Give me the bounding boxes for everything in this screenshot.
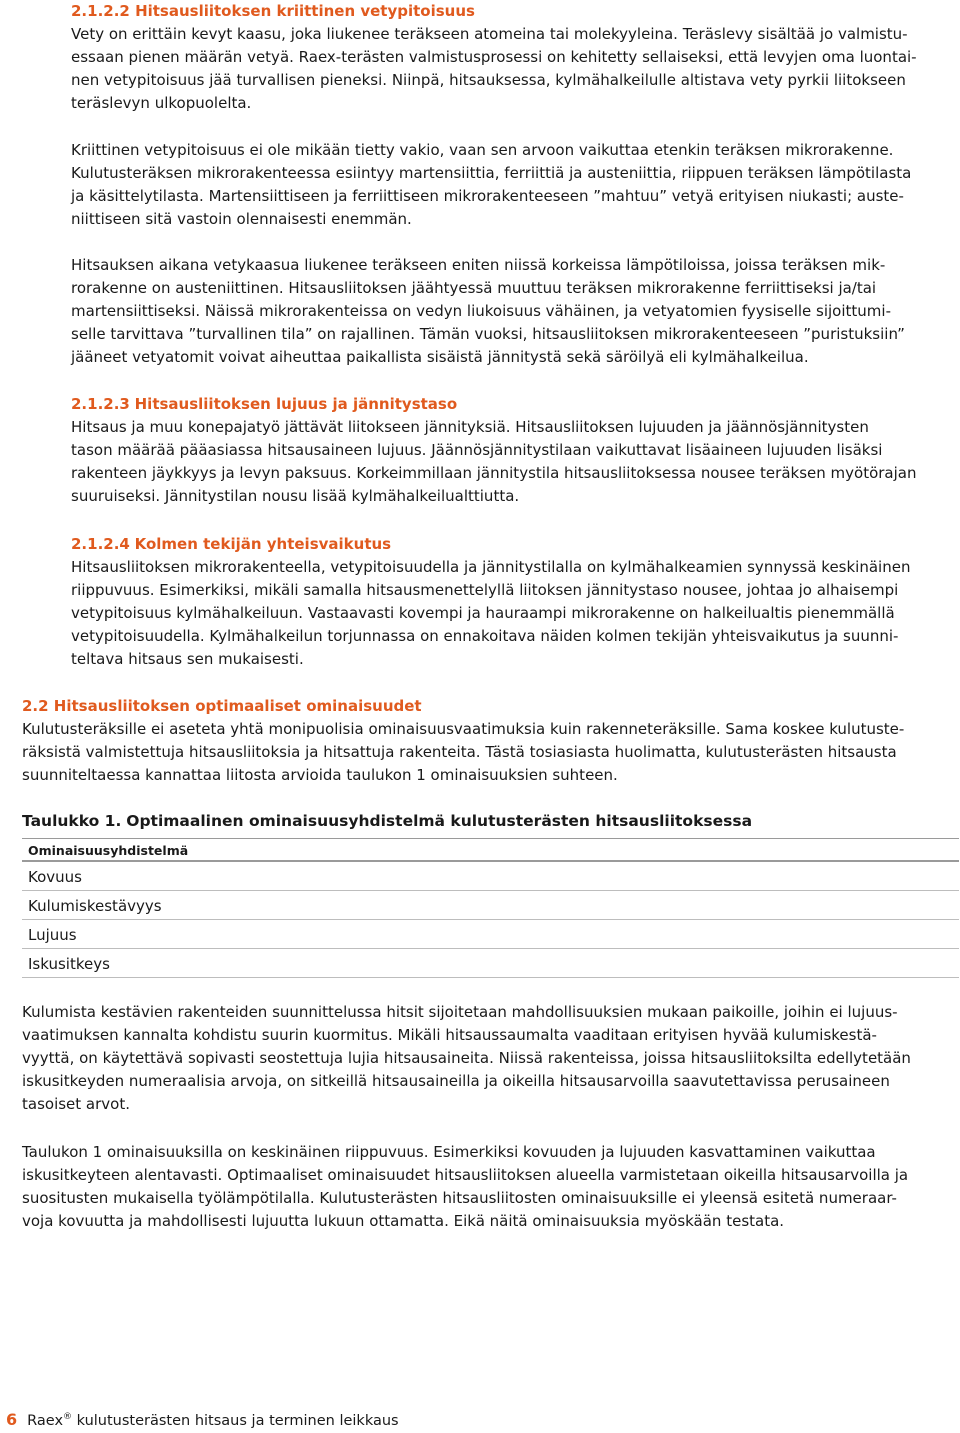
text-line: tason määrää pääasiassa hitsausaineen lujuus. Jäännösjännitystilaan vaikuttavat lisäaineen lujuuden lisäksi — [71, 441, 883, 459]
text-line: Vety on erittäin kevyt kaasu, joka liukenee teräkseen atomeina tai molekyyleina. Teräslevy sisältää jo valmistu- — [71, 25, 908, 43]
text-line: essaan pienen määrän vetyä. Raex-terästen valmistusprosessi on kehitetty sellaiseksi, että levyjen oma luontai- — [71, 48, 917, 66]
section-critical-hydrogen — [71, 0, 959, 115]
text-line: teräslevyn ulkopuolelta. — [71, 94, 252, 112]
text-line: teltava hitsaus sen mukaisesti. — [71, 650, 304, 668]
table-row: Kulumiskestävyys — [22, 891, 959, 920]
registered-mark: ® — [63, 1412, 73, 1422]
paragraph-microstructure — [71, 139, 959, 231]
text-line: selle tarvittava ”turvallinen tila” on rajallinen. Tämän vuoksi, hitsausliitoksen mikrorakenteeseen ”puristuksiin” — [71, 325, 905, 343]
text-line: vetypitoisuudella. Kylmähalkeilun torjunnassa on ennakoitava näiden kolmen tekijän yhteisvaikutus ja suunni- — [71, 627, 899, 645]
section-strength-stress — [71, 393, 959, 508]
footer-brand: Raex — [27, 1412, 64, 1429]
text-line: suositusten mukaisella työlämpötilalla. Kulutusterästen hitsausliitosten ominaisuuksille ei yleensä esitetä numeraar- — [22, 1189, 897, 1207]
text-line: suunniteltaessa kannattaa liitosta arvioida taulukon 1 ominaisuuksien suhteen. — [22, 766, 618, 784]
text-line: nen vetypitoisuus jää turvallisen pieneksi. Niinpä, hitsauksessa, kylmähalkeilulle altistava vety pyrkii liitokseen — [71, 71, 906, 89]
text-line: Kulutusteräksille ei aseteta yhtä monipuolisia ominaisuusvaatimuksia kuin rakenneteräksille. Sama koskee kulutuste- — [22, 720, 905, 738]
table-caption-text: Optimaalinen ominaisuusyhdistelmä kulutusterästen hitsausliitoksessa — [126, 812, 753, 830]
table-row: Lujuus — [22, 920, 959, 949]
text-line: Taulukon 1 ominaisuuksilla on keskinäinen riippuvuus. Esimerkiksi kovuuden ja lujuuden kasvattaminen vaikuttaa — [22, 1143, 876, 1161]
text-line: Hitsausliitoksen mikrorakenteella, vetypitoisuudella ja jännitystilalla on kylmähalkeamien synnyssä keskinäinen — [71, 558, 911, 576]
text-line: riippuvuus. Esimerkiksi, mikäli samalla hitsausmenettelyllä liitoksen jännitystaso nousee, johtaa jo alhaisempi — [71, 581, 899, 599]
page-number: 6 — [6, 1409, 18, 1429]
paragraph-hydrogen-dissolution — [71, 254, 959, 369]
text-line: martensiittiseksi. Näissä mikrorakenteissa on vedyn liukoisuus vähäinen, ja vetyatomien fyysiselle sijoittumi- — [71, 302, 891, 320]
section-heading — [71, 393, 959, 416]
text-line: iskusitkeyden numeraalisia arvoja, on sitkeillä hitsausaineilla ja oikeilla hitsausarvoilla saavutettavissa perusaineen — [22, 1072, 890, 1090]
table-caption-line — [22, 810, 959, 833]
page-footer — [6, 1405, 606, 1433]
section-heading: 2.2 Hitsausliitoksen optimaaliset ominaisuudet — [22, 697, 422, 715]
section-combined-effect — [71, 533, 959, 671]
paragraph-interdependence — [22, 1141, 959, 1233]
text-line: räksistä valmistettuja hitsausliitoksia ja hitsattuja rakenteita. Tästä tosiasiasta huolimatta, kulutusterästen hitsausta — [22, 743, 897, 761]
table-caption — [22, 810, 959, 833]
table-row: Iskusitkeys — [22, 949, 959, 978]
section-heading: 2.1.2.2 Hitsausliitoksen kriittinen vetypitoisuus — [71, 2, 475, 20]
heading-text: Hitsausliitoksen lujuus ja jännitystaso — [134, 395, 458, 413]
section-heading — [71, 533, 959, 556]
text-line: Kriittinen vetypitoisuus ei ole mikään tietty vakio, vaan sen arvoon vaikuttaa etenkin teräksen mikrorakenne. — [71, 141, 894, 159]
text-line: Hitsauksen aikana vetykaasua liukenee teräkseen eniten niissä korkeissa lämpötiloissa, joissa teräksen mik- — [71, 256, 886, 274]
paragraph-wear-design — [22, 1001, 959, 1116]
text-line: suuruiseksi. Jännitystilan nousu lisää kylmähalkeilualttiutta. — [71, 487, 520, 505]
text-line: niittiseen sitä vastoin olennaisesti enemmän. — [71, 210, 412, 228]
text-line: iskusitkeyteen alentavasti. Optimaaliset ominaisuudet hitsausliitoksen alueella varmistetaan oikeilla hitsausarvoilla ja — [22, 1166, 909, 1184]
text-line: ja käsittelytilasta. Martensiittiseen ja ferriittiseen mikrorakenteeseen ”mahtuu” vetyä erityisen niukasti; auste- — [71, 187, 904, 205]
section-optimal-properties — [22, 695, 959, 787]
text-line: Kulutusteräksen mikrorakenteessa esiintyy martensiittia, ferriittiä ja austeniittia, riippuen teräksen lämpötilasta — [71, 164, 912, 182]
table-header: Ominaisuusyhdistelmä — [22, 838, 959, 862]
table-row: Kovuus — [22, 862, 959, 891]
text-line: Hitsaus ja muu konepajatyö jättävät liitokseen jännityksiä. Hitsausliitoksen lujuuden ja jäännösjännitysten — [71, 418, 869, 436]
heading-number: 2.1.2.4 — [71, 535, 130, 553]
footer-title: kulutusterästen hitsaus ja terminen leikkaus — [72, 1412, 399, 1429]
text-line: vyyttä, on käytettävä sopivasti seostettuja lujia hitsausaineita. Niissä rakenteissa, joissa hitsausliitoksilta edellytetään — [22, 1049, 911, 1067]
text-line: voja kovuutta ja mahdollisesti lujuutta lukuun ottamatta. Eikä näitä ominaisuuksia myöskään testata. — [22, 1212, 785, 1230]
text-line: tasoiset arvot. — [22, 1095, 130, 1113]
text-line: Kulumista kestävien rakenteiden suunnittelussa hitsit sijoitetaan mahdollisuuksien mukaan paikoille, joihin ei lujuus- — [22, 1003, 898, 1021]
properties-table — [22, 838, 959, 978]
text-line: vaatimuksen kannalta kohdistu suurin kuormitus. Mikäli hitsaussaumalta vaaditaan erityisen hyvää kulumiskestä- — [22, 1026, 877, 1044]
heading-text: Kolmen tekijän yhteisvaikutus — [134, 535, 392, 553]
table-caption-label: Taulukko 1. — [22, 812, 122, 830]
text-line: rorakenne on austeniittinen. Hitsausliitoksen jäähtyessä muuttuu teräksen mikrorakenne ferriittiseksi ja/tai — [71, 279, 877, 297]
heading-number: 2.1.2.3 — [71, 395, 130, 413]
text-line: vetypitoisuus kylmähalkeiluun. Vastaavasti kovempi ja hauraampi mikrorakenne on halkeilualtis pienemmällä — [71, 604, 895, 622]
text-line: jääneet vetyatomit voivat aiheuttaa paikallista sisäistä jännitystä sekä säröilyä eli kylmähalkeilua. — [71, 348, 809, 366]
text-line: rakenteen jäykkyys ja levyn paksuus. Korkeimmillaan jännitystila hitsausliitoksessa nousee teräksen myötörajan — [71, 464, 917, 482]
